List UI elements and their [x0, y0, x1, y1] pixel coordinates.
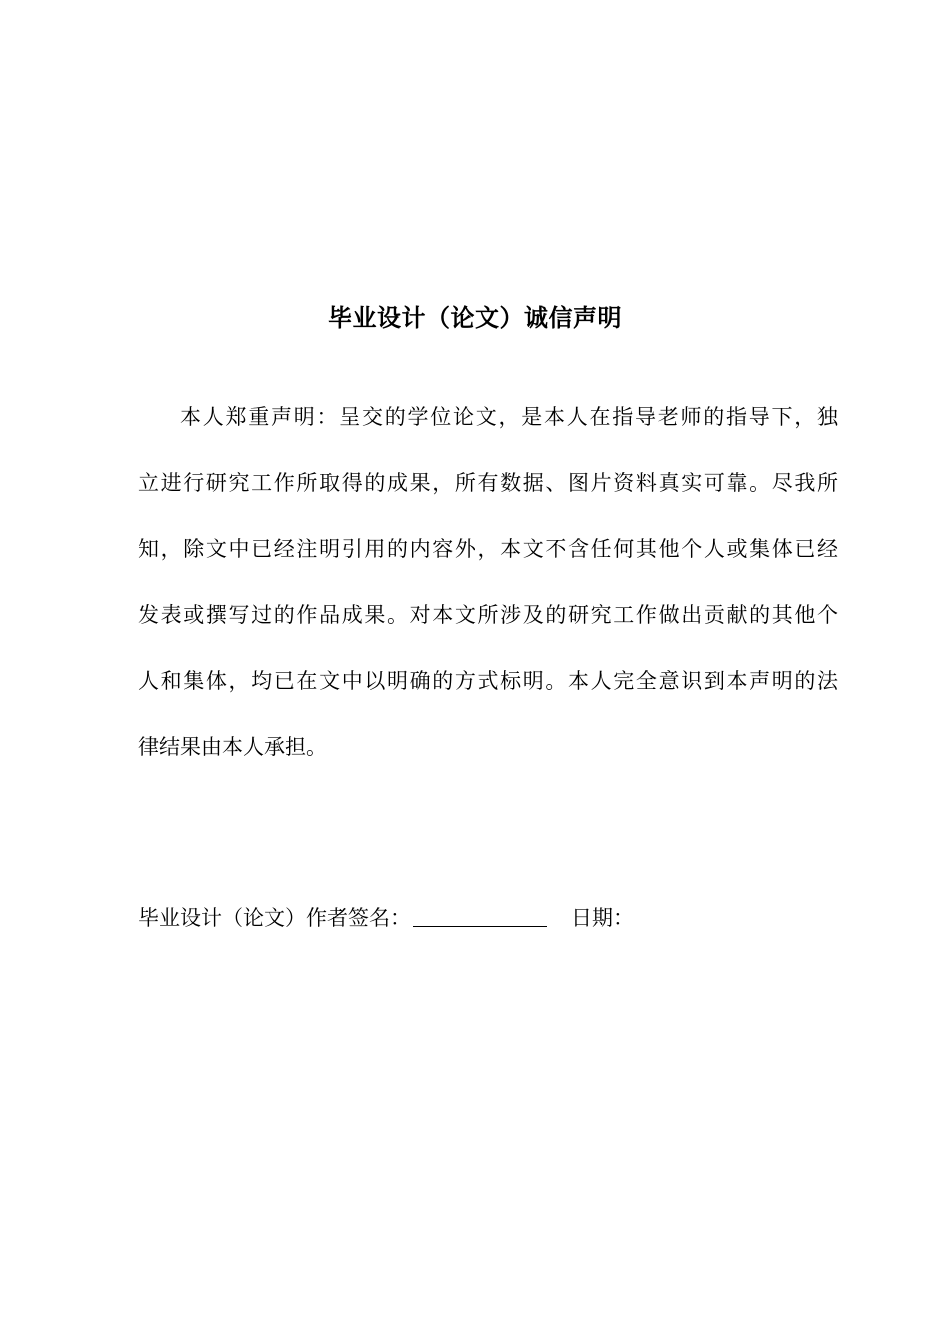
- line-gap: [138, 637, 838, 659]
- paragraph-line-6: 律结果由本人承担。: [138, 735, 327, 759]
- author-signature-label: 毕业设计（论文）作者签名：: [138, 906, 411, 930]
- line-gap: [138, 703, 838, 725]
- declaration-title: 毕业设计（论文）诚信声明: [328, 304, 622, 332]
- declaration-paragraph: [138, 395, 838, 769]
- line-gap: [138, 505, 838, 527]
- signature-row: [138, 898, 838, 938]
- paragraph-line-2: 立进行研究工作所取得的成果，所有数据、图片资料真实可靠。尽我所: [138, 471, 838, 495]
- date-label: 日期：: [571, 906, 634, 930]
- signature-underline: [413, 898, 547, 927]
- line-gap: [138, 571, 838, 593]
- paragraph-line-4: 发表或撰写过的作品成果。对本文所涉及的研究工作做出贡献的其他个: [138, 603, 838, 627]
- paragraph-line-5: 人和集体，均已在文中以明确的方式标明。本人完全意识到本声明的法: [138, 669, 838, 693]
- line-gap: [138, 439, 838, 461]
- paragraph-line-3: 知，除文中已经注明引用的内容外，本文不含任何其他个人或集体已经: [138, 537, 838, 561]
- paragraph-line-1: 本人郑重声明：呈交的学位论文，是本人在指导老师的指导下，独: [180, 405, 838, 429]
